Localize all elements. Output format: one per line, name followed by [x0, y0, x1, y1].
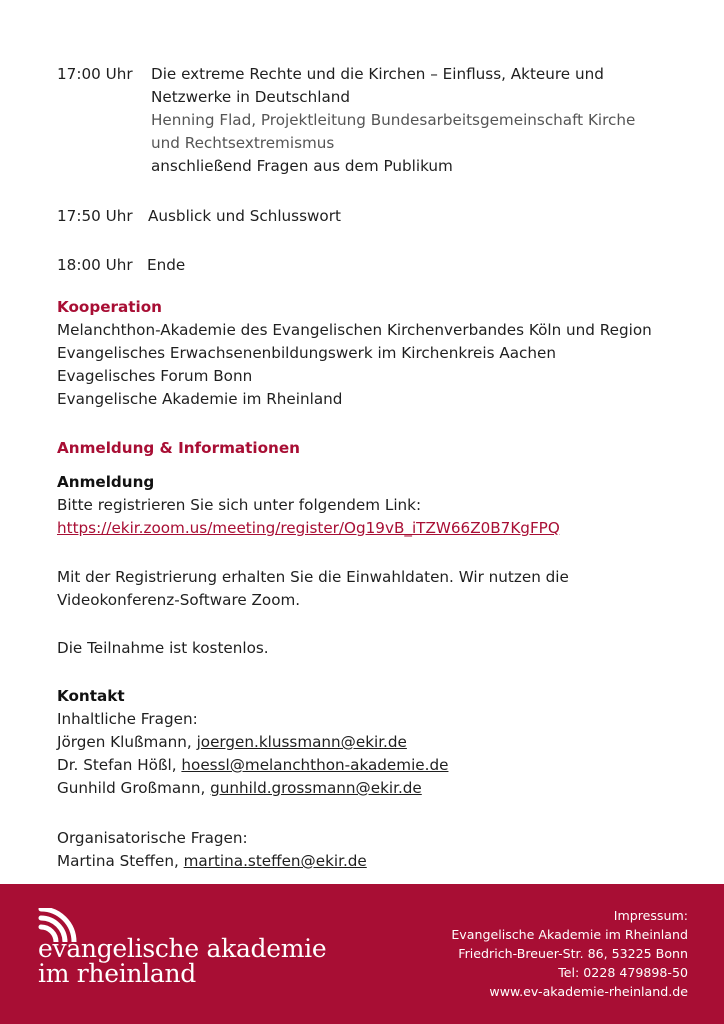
registration-subheading: Anmeldung — [57, 473, 155, 491]
org-contact — [57, 827, 367, 873]
registration-info-line: Mit der Registrierung erhalten Sie die Einwahldaten. Wir nutzen die — [57, 568, 569, 586]
registration-info-line: Videokonferenz-Software Zoom. — [57, 591, 301, 609]
contact-person — [57, 754, 448, 777]
contact-email-link[interactable]: gunhild.grossmann@ekir.de — [210, 779, 422, 797]
imprint-block — [451, 906, 688, 1001]
registration-heading-block — [57, 437, 300, 460]
imprint-org: Evangelische Akademie im Rheinland — [451, 927, 688, 942]
contact-content-label: Inhaltliche Fragen: — [57, 710, 198, 728]
program-title: Ausblick und Schlusswort — [148, 207, 341, 225]
logo-wordmark-line1: evangelische akademie — [38, 934, 327, 963]
program-time: 17:50 Uhr — [57, 207, 133, 225]
registration-info — [57, 566, 569, 612]
cooperation-heading: Kooperation — [57, 298, 162, 316]
contact-person — [57, 850, 367, 873]
imprint-phone: Tel: 0228 479898-50 — [558, 965, 688, 980]
contact-name: Jörgen Klußmann, — [57, 733, 197, 751]
contact-person — [57, 777, 448, 800]
program-title: Die extreme Rechte und die Kirchen – Einfluss, Akteure und — [151, 65, 604, 83]
registration-heading: Anmeldung & Informationen — [57, 439, 300, 457]
contact-email-link[interactable]: joergen.klussmann@ekir.de — [196, 733, 407, 751]
program-speaker: Henning Flad, Projektleitung Bundesarbeitsgemeinschaft Kirche — [151, 111, 636, 129]
imprint-label: Impressum: — [613, 908, 688, 923]
cooperation-item: Evangelische Akademie im Rheinland — [57, 390, 343, 408]
contact-email-link[interactable]: martina.steffen@ekir.de — [183, 852, 367, 870]
registration-link[interactable]: https://ekir.zoom.us/meeting/register/Og19vB_iTZW66Z0B7KgFPQ — [57, 519, 560, 537]
program-title: Netzwerke in Deutschland — [151, 88, 351, 106]
registration-section — [57, 471, 560, 540]
program-time: 18:00 Uhr — [57, 256, 133, 274]
free-notice: Die Teilnahme ist kostenlos. — [57, 639, 269, 657]
org-contact-label: Organisatorische Fragen: — [57, 829, 248, 847]
cooperation-section — [57, 296, 652, 411]
contact-heading: Kontakt — [57, 687, 125, 705]
registration-text: Bitte registrieren Sie sich unter folgendem Link: — [57, 496, 422, 514]
program-time: 17:00 Uhr — [57, 65, 133, 83]
logo-wordmark-line2: im rheinland — [38, 959, 196, 988]
program-speaker: und Rechtsextremismus — [151, 134, 335, 152]
program-title: Ende — [147, 256, 186, 274]
contact-name: Martina Steffen, — [57, 852, 184, 870]
imprint-address: Friedrich-Breuer-Str. 86, 53225 Bonn — [458, 946, 688, 961]
program-note: anschließend Fragen aus dem Publikum — [151, 157, 453, 175]
contact-email-link[interactable]: hoessl@melanchthon-akademie.de — [181, 756, 449, 774]
contact-name: Dr. Stefan Hößl, — [57, 756, 182, 774]
contact-person — [57, 731, 448, 754]
imprint-website[interactable]: www.ev-akademie-rheinland.de — [489, 984, 688, 999]
contact-section — [57, 685, 448, 800]
cooperation-item: Evangelisches Erwachsenenbildungswerk im Kirchenkreis Aachen — [57, 344, 556, 362]
cooperation-item: Evagelisches Forum Bonn — [57, 367, 253, 385]
cooperation-item: Melanchthon-Akademie des Evangelischen Kirchenverbandes Köln und Region — [57, 321, 652, 339]
contact-name: Gunhild Großmann, — [57, 779, 211, 797]
